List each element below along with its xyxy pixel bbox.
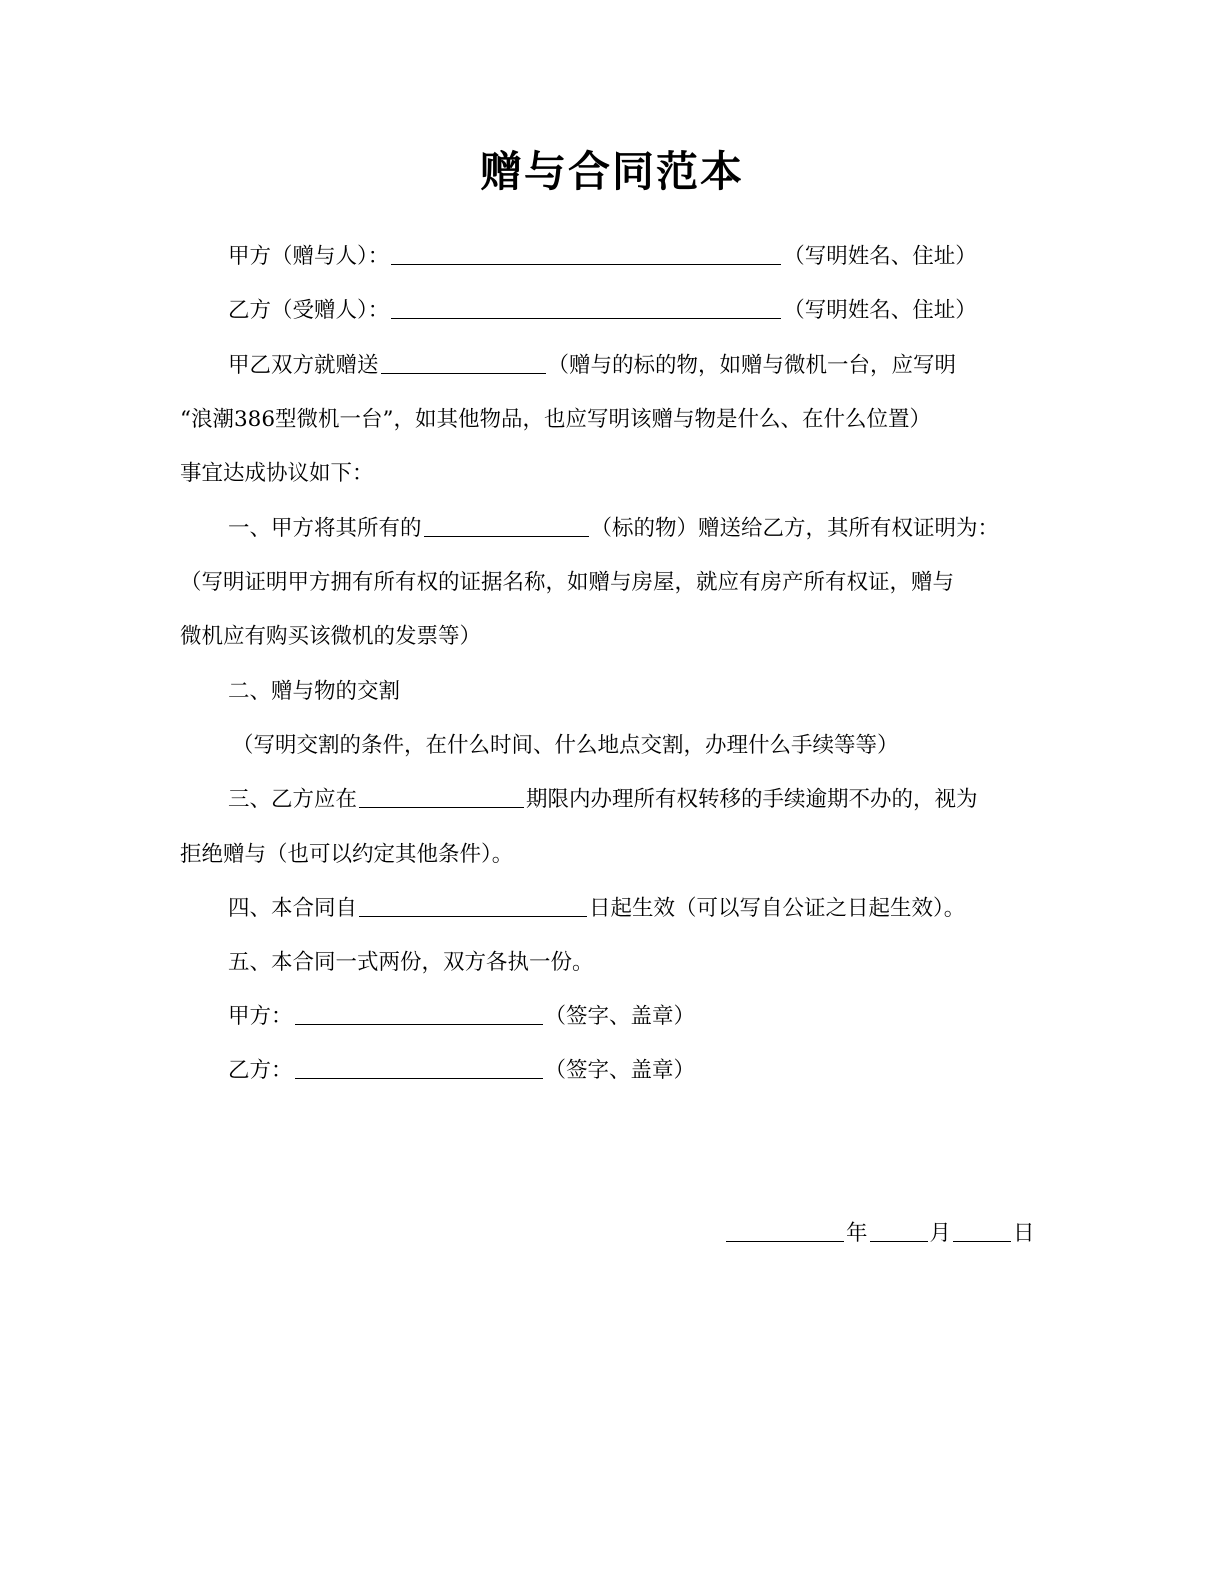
party-a-blank[interactable]	[391, 242, 781, 265]
clause3-blank[interactable]	[359, 785, 524, 808]
clause4-suffix: 日起生效（可以写自公证之日起生效）。	[589, 896, 966, 921]
date-line	[724, 1219, 1035, 1249]
sign-a-line	[228, 1002, 695, 1032]
sign-a-label: 甲方：	[228, 1004, 293, 1029]
year-blank[interactable]	[726, 1219, 844, 1242]
sign-a-blank[interactable]	[295, 1002, 543, 1025]
intro-line-3: 事宜达成协议如下：	[180, 461, 374, 486]
party-b-blank[interactable]	[391, 296, 781, 319]
clause1-line-2: （写明证明甲方拥有所有权的证据名称，如赠与房屋，就应有房产所有权证，赠与	[180, 570, 955, 595]
clause3-line-2: 拒绝赠与（也可以约定其他条件）。	[180, 842, 514, 867]
sign-b-label: 乙方：	[228, 1058, 293, 1083]
sign-b-note: （签字、盖章）	[544, 1058, 696, 1083]
clause5-line: 五、本合同一式两份，双方各执一份。	[228, 950, 594, 975]
clause3-prefix: 三、乙方应在	[228, 787, 358, 812]
clause4-blank[interactable]	[359, 894, 587, 917]
party-b-note: （写明姓名、住址）	[783, 298, 977, 323]
intro-suffix: （赠与的标的物，如赠与微机一台，应写明	[547, 353, 957, 378]
party-a-label: 甲方（赠与人）：	[228, 244, 390, 269]
sign-a-note: （签字、盖章）	[544, 1004, 696, 1029]
party-a-line	[228, 242, 977, 272]
day-label: 日	[1013, 1221, 1035, 1246]
sign-b-blank[interactable]	[295, 1056, 543, 1079]
year-label: 年	[846, 1221, 868, 1246]
month-label: 月	[929, 1221, 952, 1246]
clause1-blank[interactable]	[424, 514, 589, 537]
sign-b-line	[228, 1056, 695, 1086]
intro-line-1	[228, 351, 956, 381]
party-a-note: （写明姓名、住址）	[783, 244, 977, 269]
clause4-prefix: 四、本合同自	[228, 896, 358, 921]
intro-line-2: “浪潮386型微机一台”，如其他物品，也应写明该赠与物是什么、在什么位置）	[180, 407, 932, 432]
month-blank[interactable]	[870, 1219, 928, 1242]
party-b-label: 乙方（受赠人）：	[228, 298, 390, 323]
clause3-line-1	[228, 785, 978, 815]
clause1-line-3: 微机应有购买该微机的发票等）	[180, 624, 482, 649]
clause1-suffix: （标的物）赠送给乙方，其所有权证明为：	[590, 516, 1000, 541]
clause1-prefix: 一、甲方将其所有的	[228, 516, 422, 541]
clause1-line-1	[228, 514, 999, 544]
clause4-line	[228, 894, 965, 924]
document-title: 赠与合同范本	[479, 147, 744, 196]
gift-item-blank[interactable]	[381, 351, 546, 374]
clause2-heading: 二、赠与物的交割	[228, 679, 401, 704]
clause2-note: （写明交割的条件，在什么时间、什么地点交割，办理什么手续等等）	[232, 733, 899, 758]
clause3-suffix: 期限内办理所有权转移的手续逾期不办的，视为	[526, 787, 978, 812]
day-blank[interactable]	[953, 1219, 1011, 1242]
intro-prefix: 甲乙双方就赠送	[228, 353, 379, 378]
party-b-line	[228, 296, 977, 326]
